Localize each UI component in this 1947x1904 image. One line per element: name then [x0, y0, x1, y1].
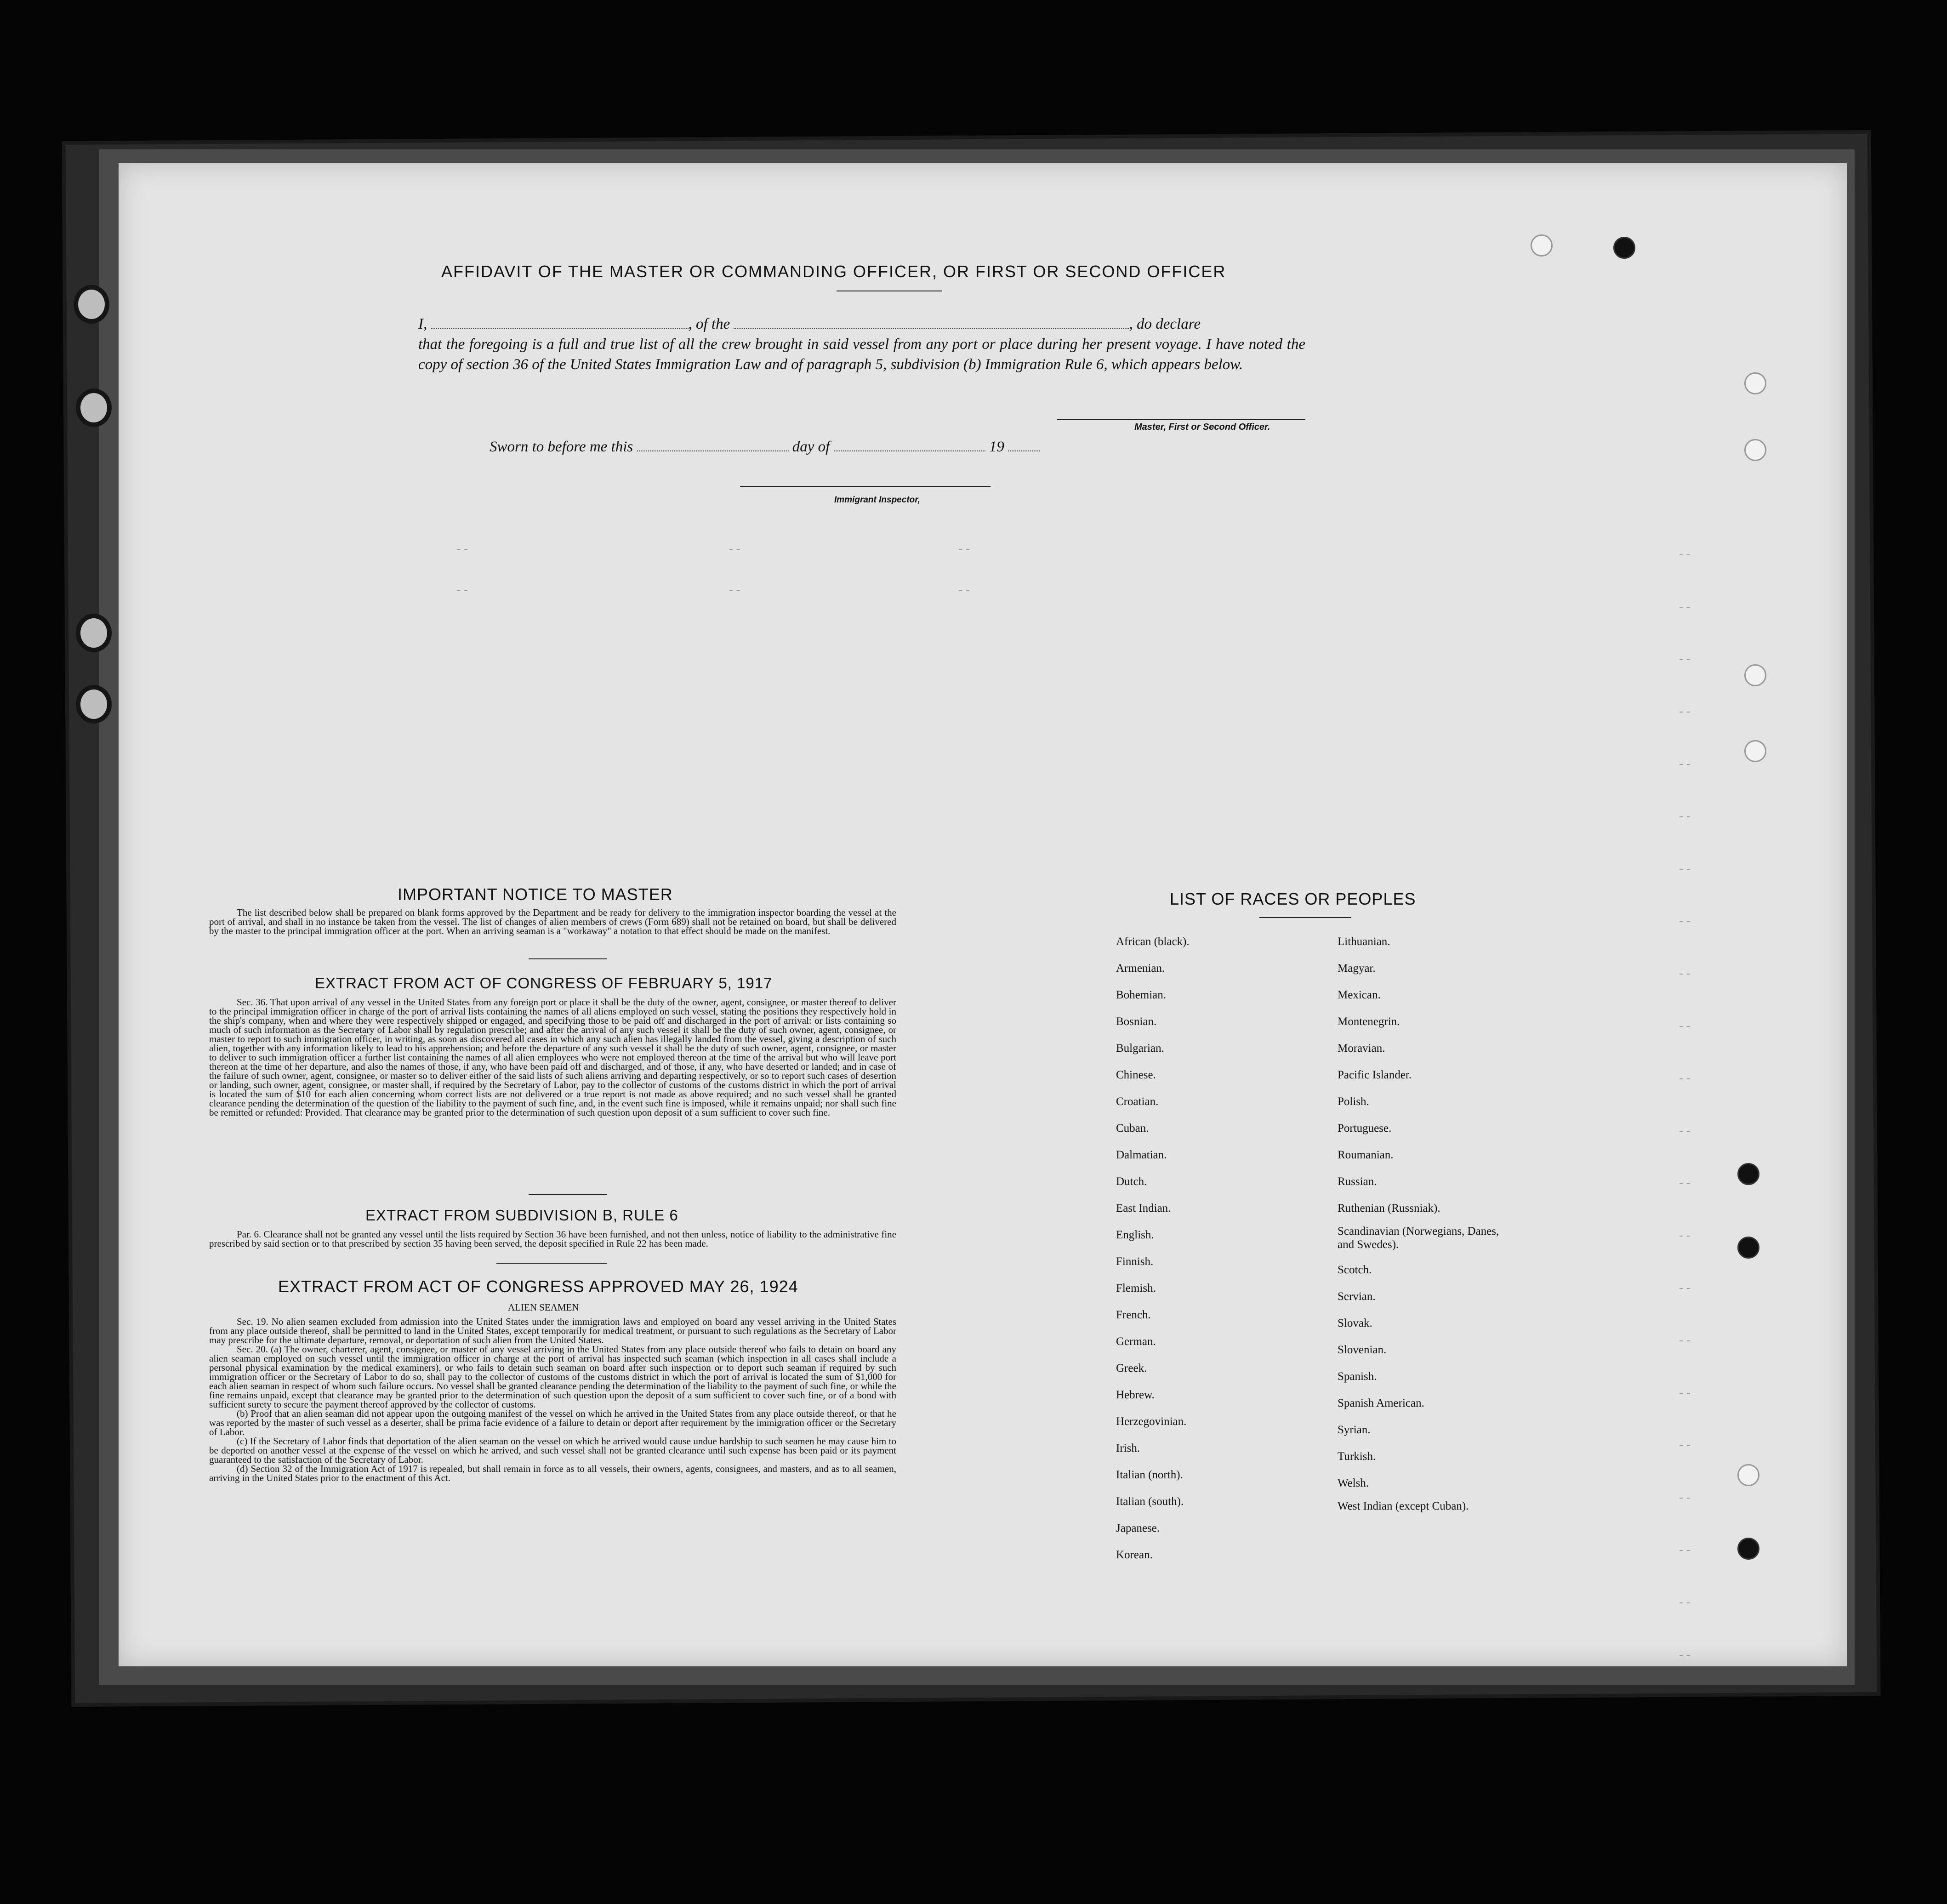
extract-1924-paragraph: (c) If the Secretary of Labor finds that deportation of the alien seaman on the vessel on which he arrived would cause undue hardship to such seamen he may cause him to be deported on another vessel at the expense of the vessel on which he arrived, and such vessel shall not be granted clearance until such expense has been paid or its payment guaranteed to the satisfaction of the Secretary of Labor.: [209, 1436, 896, 1465]
race-item: Scotch.: [1338, 1264, 1372, 1276]
section-divider: [529, 1194, 607, 1195]
extract-rule6-title: EXTRACT FROM SUBDIVISION B, RULE 6: [365, 1207, 678, 1224]
sworn-year: 19: [989, 439, 1004, 455]
race-item: Cuban.: [1116, 1122, 1149, 1134]
sworn-prefix: Sworn to before me this: [490, 439, 633, 455]
binder-ring: [76, 388, 112, 427]
extract-1924-paragraph: Sec. 20. (a) The owner, charterer, agent, consignee, or master of any vessel arriving in the United States from any place outside thereof who fails to detain on board any alien seaman employed on such vessel until the immigration officer in charge at the port of arrival has inspected such seaman (which inspection in all cases shall include a personal physical examination by the medical examiners), or who fails to detain such seaman on board after such inspection or to deport such seaman if required by such immigration officer or the Secretary of Labor to do so, shall pay to the collector of customs of the customs district in which the port of arrival is located the sum of $1,000 for each alien seaman in respect of whom such failure occurs. No vessel shall be granted clearance pending the determination of the liability to the payment of such fine, or while the fine remains unpaid, except that clearance may be granted prior to the determination of such question upon the deposit of a sum sufficient to cover such fine, or of a bond with sufficient surety to secure the payment thereof approved by the collector of customs.: [209, 1344, 896, 1410]
declaration-i: I,: [418, 316, 427, 332]
sworn-line: [490, 437, 1179, 457]
race-item: Italian (north).: [1116, 1469, 1183, 1481]
declaration-do-declare: , do declare: [1129, 316, 1201, 332]
bleed-through-marks: -- -- -- -- -- --: [455, 542, 972, 598]
race-item: Spanish.: [1338, 1370, 1377, 1383]
race-item: Mexican.: [1338, 989, 1381, 1001]
sworn-month-field[interactable]: [834, 438, 985, 451]
title-underline: [1259, 917, 1351, 918]
race-item: East Indian.: [1116, 1202, 1171, 1214]
notice-text: [209, 908, 896, 935]
race-item: Dutch.: [1116, 1175, 1147, 1188]
races-title: LIST OF RACES OR PEOPLES: [1170, 889, 1416, 908]
punch-hole: [1737, 1538, 1759, 1560]
race-item: English.: [1116, 1229, 1154, 1241]
punch-hole: [1737, 1464, 1759, 1486]
races-left-column: [1116, 929, 1254, 1568]
race-item: French.: [1116, 1309, 1151, 1321]
race-item: Turkish.: [1338, 1450, 1376, 1463]
race-item: Syrian.: [1338, 1424, 1371, 1436]
race-item: Bulgarian.: [1116, 1042, 1164, 1055]
race-item: Chinese.: [1116, 1069, 1156, 1081]
race-item: Slovenian.: [1338, 1344, 1387, 1356]
extract-1924-subtitle: ALIEN SEAMEN: [508, 1302, 579, 1313]
race-item: Spanish American.: [1338, 1397, 1424, 1409]
declaration-of-the: , of the: [688, 316, 730, 332]
race-item: Scandinavian (Norwegians, Danes, and Swedes).: [1338, 1225, 1499, 1251]
race-item: Servian.: [1338, 1290, 1376, 1303]
sworn-day-of: day of: [792, 439, 830, 455]
inspector-line[interactable]: [740, 486, 991, 487]
binder-ring: [74, 285, 109, 324]
extract-rule6-paragraph: Par. 6. Clearance shall not be granted any vessel until the lists required by Section 36 have been furnished, and not then unless, notice of liability to the administrative fine prescribed by said section or to that prescribed by section 35 having been served, the deposit specified in Rule 22 has been made.: [209, 1229, 896, 1249]
extract-1924-text: [209, 1317, 896, 1482]
race-item: Magyar.: [1338, 962, 1376, 975]
race-item: Bohemian.: [1116, 989, 1167, 1001]
punch-hole: [1737, 1237, 1759, 1259]
extract-1924-paragraph: (d) Section 32 of the Immigration Act of 1917 is repealed, but shall remain in force as to all vessels, their owners, agents, consignees, and masters, and as to all seamen, arriving in the United States prior to the enactment of this Act.: [209, 1463, 896, 1483]
affidavit-title: AFFIDAVIT OF THE MASTER OR COMMANDING OFFICER, OR FIRST OR SECOND OFFICER: [441, 262, 1226, 281]
race-item: Hebrew.: [1116, 1389, 1155, 1401]
extract-1924-title: EXTRACT FROM ACT OF CONGRESS APPROVED MAY 26, 1924: [278, 1277, 798, 1296]
race-item: Welsh.: [1338, 1477, 1369, 1489]
master-name-field[interactable]: [431, 315, 689, 329]
race-item: Moravian.: [1338, 1042, 1385, 1055]
extract-1917-text: [209, 998, 896, 1117]
race-item: Armenian.: [1116, 962, 1165, 975]
section-divider: [496, 1263, 607, 1264]
race-item: Polish.: [1338, 1095, 1369, 1108]
race-item: Greek.: [1116, 1362, 1147, 1374]
inspector-caption: Immigrant Inspector,: [834, 495, 920, 505]
race-item: Dalmatian.: [1116, 1149, 1167, 1161]
race-item: Russian.: [1338, 1175, 1377, 1188]
signature-line[interactable]: [1057, 419, 1305, 420]
race-item: Roumanian.: [1338, 1149, 1394, 1161]
binder-ring: [76, 685, 112, 724]
race-item: Slovak.: [1338, 1317, 1372, 1329]
notice-title: IMPORTANT NOTICE TO MASTER: [398, 885, 673, 904]
race-item: Irish.: [1116, 1442, 1140, 1454]
extract-1917-title: EXTRACT FROM ACT OF CONGRESS OF FEBRUARY 5, 1917: [315, 975, 773, 992]
punch-hole: [1531, 234, 1553, 257]
punch-hole: [1744, 439, 1766, 461]
declaration-body: that the foregoing is a full and true list of all the crew brought in said vessel from any port or place during her present voyage. I have noted the copy of section 36 of the United States Immigration Law and of paragraph 5, subdivision (b) Immigration Rule 6, which appears below.: [418, 336, 1305, 373]
binder-ring: [76, 614, 112, 652]
race-item: German.: [1116, 1335, 1156, 1348]
race-item: Portuguese.: [1338, 1122, 1392, 1134]
punch-hole: [1744, 740, 1766, 762]
notice-paragraph: The list described below shall be prepared on blank forms approved by the Department and be ready for delivery to the immigration inspector boarding the vessel at the port of arrival, and shall in no instance be taken from the vessel. The list of changes of alien members of crews (Form 689) shall not be retained on board, but shall be delivered by the master to the principal immigration officer at the port. When an arriving seaman is a "workaway" a notation to that effect should be made on the manifest.: [209, 907, 896, 936]
punch-hole: [1744, 664, 1766, 686]
punch-hole: [1613, 237, 1635, 259]
races-right-column: [1338, 929, 1503, 1532]
race-item: Flemish.: [1116, 1282, 1156, 1294]
extract-1924-paragraph: (b) Proof that an alien seaman did not appear upon the outgoing manifest of the vessel on which he arrived in the United States from any place outside thereof, or that he was reported by the master of such vessel as a deserter, shall be prima facie evidence of a failure to detain or deport after requirement by the immigration officer or the Secretary of Labor.: [209, 1408, 896, 1437]
section-divider: [529, 958, 607, 959]
race-item: Korean.: [1116, 1549, 1153, 1561]
extract-1924-paragraph: Sec. 19. No alien seamen excluded from admission into the United States under the immigration laws and employed on board any vessel arriving in the United States from any place outside thereof, shall be permitted to land in the United States, except temporarily for medical treatment, or pursuant to such regulations as the Secretary of Labor may prescribe for the ultimate departure, removal, or deportation of such alien from the United States.: [209, 1316, 896, 1345]
race-item: Bosnian.: [1116, 1015, 1157, 1028]
race-item: Finnish.: [1116, 1255, 1154, 1268]
extract-1917-paragraph: Sec. 36. That upon arrival of any vessel in the United States from any foreign port or place it shall be the duty of the owner, agent, consignee, or master thereof to deliver to the principal immigration officer in charge of the port of arrival lists containing the names of all aliens employed on such vessel, stating the positions they respectively hold in the ship's company, when and where they were respectively shipped or engaged, and specifying those to be paid off and discharged in the port of arrival: or lists containing so much of such information as the Secretary of Labor shall by regulation prescribe; and after the arrival of any such vessel it shall be the duty of such owner, agent, consignee, or master to report to such immigration officer, in writing, as soon as discovered all cases in which any such alien has illegally landed from the vessel, giving a description of such alien, together with any information likely to lead to his apprehension; and before the departure of any such vessel it shall be the duty of such owner, agent, consignee, or master to deliver to such immigration officer a further list containing the names of all alien employees who were not employed thereon at the time of the arrival but who will leave port thereon at the time of her departure, and also the names of those, if any, who have been paid off and discharged, and of those, if any, who have deserted or landed; and in case of the failure of such owner, agent, consignee, or master so to deliver either of the said lists of such aliens arriving and departing respectively, or so to report such cases of desertion or landing, such owner, agent, consignee, or master shall, if required by the Secretary of Labor, pay to the collector of customs of the customs district in which the port of arrival is located the sum of $10 for each alien concerning whom correct lists are not delivered or a true report is not made as above required; and no such vessel shall be granted clearance pending the determination of the question of the liability to the payment of such fine, and, in the event such fine is imposed, while it remains unpaid; nor shall such fine be remitted or refunded: Provided. That clearance may be granted prior to the determination of such question upon deposit of a sum sufficient to cover such fine.: [209, 997, 896, 1118]
race-item: Montenegrin.: [1338, 1015, 1400, 1028]
bleed-through-marks: -- -- -- -- -- -- -- -- -- -- -- -- -- -- -- -- -- -- -- -- -- --: [1678, 548, 1692, 1662]
punch-hole: [1737, 1163, 1759, 1185]
race-item: Croatian.: [1116, 1095, 1159, 1108]
sworn-year-field[interactable]: [1008, 438, 1040, 451]
punch-hole: [1744, 372, 1766, 394]
race-item: African (black).: [1116, 935, 1190, 948]
race-item: West Indian (except Cuban).: [1338, 1500, 1469, 1512]
sworn-day-field[interactable]: [637, 438, 789, 451]
declaration-line: [418, 314, 1305, 334]
race-item: Herzegovinian.: [1116, 1415, 1187, 1428]
race-item: Italian (south).: [1116, 1495, 1184, 1508]
race-item: Lithuanian.: [1338, 935, 1390, 948]
race-item: Ruthenian (Russniak).: [1338, 1202, 1440, 1214]
race-item: Pacific Islander.: [1338, 1069, 1412, 1081]
vessel-name-field[interactable]: [734, 315, 1129, 329]
extract-rule6-text: [209, 1230, 896, 1248]
race-item: Japanese.: [1116, 1522, 1160, 1534]
signature-caption: Master, First or Second Officer.: [1134, 422, 1270, 432]
